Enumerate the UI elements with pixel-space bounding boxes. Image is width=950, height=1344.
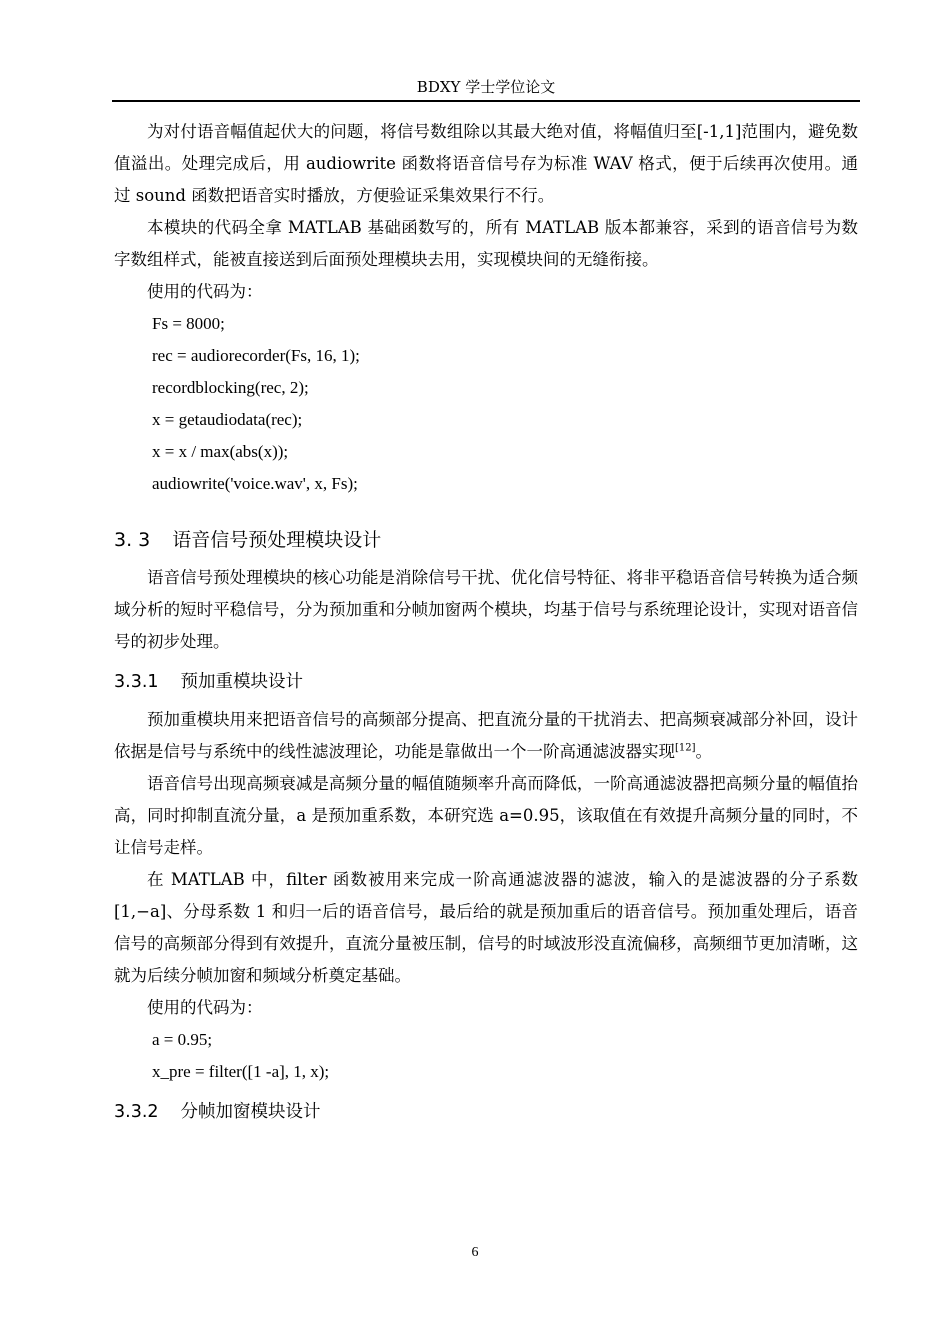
code-line: audiowrite('voice.wav', x, Fs); [152,474,358,493]
code-block [114,1024,858,1088]
code-line: Fs = 8000; [152,314,225,333]
section-title: 语音信号预处理模块设计 [172,529,382,551]
paragraph: 本模块的代码全拿 MATLAB 基础函数写的，所有 MATLAB 版本都兼容，采到的语音信号为数字数组样式，能被直接送到后面预处理模块去用，实现模块间的无缝衔接。 [114,218,858,269]
paragraph: 使用的代码为： [147,282,263,301]
code-line: x_pre = filter([1 -a], 1, x); [152,1062,330,1081]
citation-ref[interactable]: [12] [675,742,696,754]
paragraph [114,704,858,768]
running-header: BDXY 学士学位论文 [416,78,556,96]
code-block [114,308,858,500]
code-line: recordblocking(rec, 2); [152,378,309,397]
page-number: 6 [471,1245,479,1260]
code-line: rec = audiorecorder(Fs, 16, 1); [152,346,360,365]
code-line: a = 0.95; [152,1030,213,1049]
section-title: 预加重模块设计 [180,672,304,692]
section-heading-3-3-2 [114,1096,858,1128]
code-line: x = x / max(abs(x)); [152,442,289,461]
code-line: x = getaudiodata(rec); [152,410,303,429]
section-number: 3. 3 [114,529,151,551]
section-number: 3.3.1 [114,672,159,692]
paragraph: 语音信号出现高频衰减是高频分量的幅值随频率升高而降低，一阶高通滤波器把高频分量的幅值抬高，同时抑制直流分量，a 是预加重系数，本研究选 a=0.95，该取值在有效提升高频分量的同时，不让信号走样。 [114,774,858,857]
section-number: 3.3.2 [114,1102,159,1122]
paragraph-text: 预加重模块用来把语音信号的高频部分提高、把直流分量的干扰消去、把高频衰减部分补回，设计依据是信号与系统中的线性滤波理论，功能是靠做出一个一阶高通滤波器实现 [114,710,858,761]
paragraph-end: 。 [695,742,713,761]
section-title: 分帧加窗模块设计 [180,1102,321,1122]
header-rule [112,100,860,102]
paragraph: 在 MATLAB 中，filter 函数被用来完成一阶高通滤波器的滤波，输入的是滤波器的分子系数[1,−a]、分母系数 1 和归一后的语音信号，最后给的就是预加重后的语音信号。预加重处理后，语音信号的高频部分得到有效提升，直流分量被压制，信号的时域波形没直流偏移，高频细节更加清晰，这就为后续分帧加窗和频域分析奠定基础。 [114,870,858,985]
paragraph: 语音信号预处理模块的核心功能是消除信号干扰、优化信号特征、将非平稳语音信号转换为适合频域分析的短时平稳信号，分为预加重和分帧加窗两个模块，均基于信号与系统理论设计，实现对语音信号的初步处理。 [114,568,858,651]
section-heading-3-3 [114,524,858,556]
paragraph: 为对付语音幅值起伏大的问题，将信号数组除以其最大绝对值，将幅值归至[-1,1]范围内，避免数值溢出。处理完成后，用 audiowrite 函数将语音信号存为标准 WAV 格式，便于后续再次使用。通过 sound 函数把语音实时播放，方便验证采集效果行不行。 [114,122,858,205]
paragraph: 使用的代码为： [147,998,263,1017]
section-heading-3-3-1 [114,666,858,698]
page-body [114,116,858,1134]
